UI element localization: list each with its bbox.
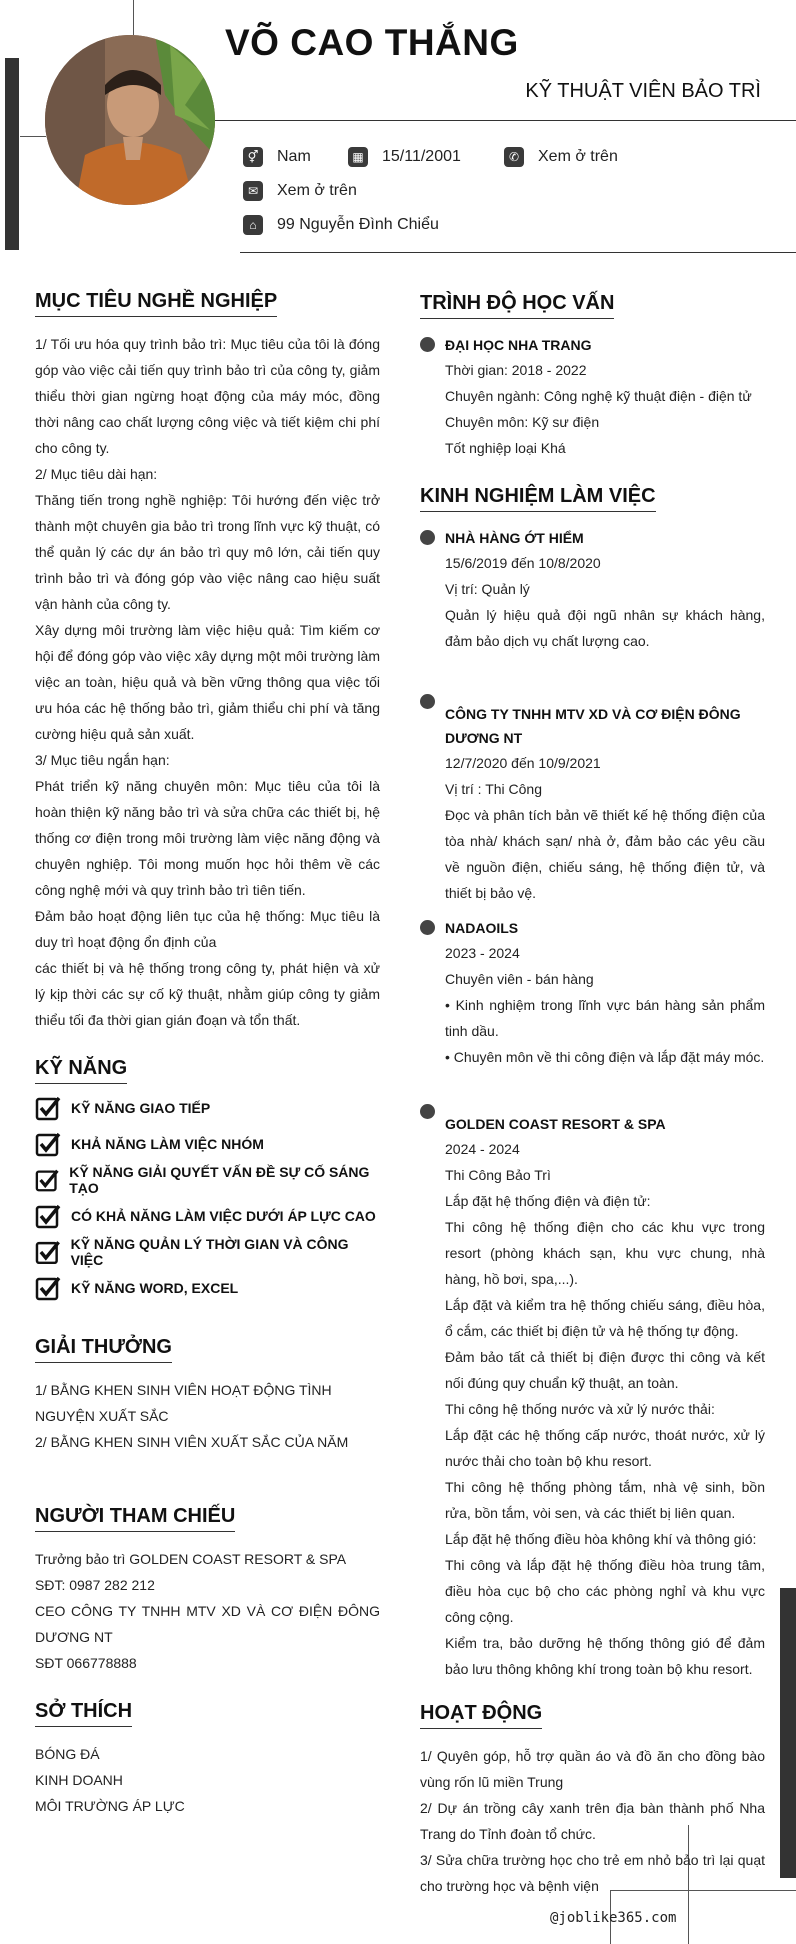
references-title: NGƯỜI THAM CHIẾU xyxy=(35,1505,235,1532)
contact-address xyxy=(243,215,439,235)
job-line: Lắp đặt và kiểm tra hệ thống chiếu sáng, điều hòa, ổ cắm, các thiết bị điện tử và hệ thống tự động. xyxy=(445,1297,765,1339)
objective-title: MỤC TIÊU NGHỀ NGHIỆP xyxy=(35,290,277,317)
top-vertical-rule xyxy=(133,0,134,35)
skill-label: KHẢ NĂNG LÀM VIỆC NHÓM xyxy=(71,1136,264,1152)
portrait-photo xyxy=(45,35,215,205)
bullet-dot xyxy=(420,530,435,545)
job-company: NADAOILS xyxy=(445,920,519,936)
job-line: 2023 - 2024 xyxy=(445,945,520,961)
hobby-line: BÓNG ĐÁ xyxy=(35,1746,100,1762)
skill-item xyxy=(35,1198,380,1234)
right-accent-bar xyxy=(780,1588,796,1878)
job-line: Lắp đặt các hệ thống cấp nước, thoát nước, xử lý nước thải cho toàn bộ khu resort. xyxy=(445,1427,765,1469)
awards-title: GIẢI THƯỞNG xyxy=(35,1336,172,1363)
job-line: Chuyên viên - bán hàng xyxy=(445,971,594,987)
job-line: Kiểm tra, bảo dưỡng hệ thống thông gió để đảm bảo lưu thông không khí trong toàn bộ khu resort. xyxy=(445,1635,765,1677)
bullet-dot xyxy=(420,920,435,935)
education-section xyxy=(420,292,765,461)
contact-birthday xyxy=(348,147,461,167)
skill-label: KỸ NĂNG QUẢN LÝ THỜI GIAN VÀ CÔNG VIỆC xyxy=(70,1236,349,1268)
references-section xyxy=(35,1505,380,1676)
objective-line: Đảm bảo hoạt động liên tục của hệ thống: Mục tiêu là duy trì hoạt động ổn định của xyxy=(35,908,380,950)
job-line: Lắp đặt hệ thống điện và điện tử: xyxy=(445,1193,651,1209)
objective-line: Xây dựng môi trường làm việc hiệu quả: Tìm kiếm cơ hội để đóng góp vào việc xây dựng một môi trường làm việc an toàn, hiệu quả và bền vững thông qua việc tối ưu hóa các hệ thống bảo trì, giảm thiểu chi phí và tăng cường hiệu quả sản xuất. xyxy=(35,622,380,742)
contact-rule xyxy=(240,252,796,253)
email-icon: ✉ xyxy=(243,181,263,201)
reference-line: SĐT: 0987 282 212 xyxy=(35,1577,155,1593)
job-line: Lắp đặt hệ thống điều hòa không khí và thông gió: xyxy=(445,1531,757,1547)
reference-line: CEO CÔNG TY TNHH MTV XD VÀ CƠ ĐIỆN ĐÔNG DƯƠNG NT xyxy=(35,1603,380,1645)
job-line: 2024 - 2024 xyxy=(445,1141,520,1157)
contact-gender xyxy=(243,147,311,167)
objective-line: các thiết bị và hệ thống trong công ty, phát hiện và xử lý kịp thời các sự cố kỹ thuật, nhằm giúp công ty giảm thiểu tối đa thời gian gián đoạn và tổn thất. xyxy=(35,960,380,1028)
skill-item xyxy=(35,1270,380,1306)
calendar-icon: ▦ xyxy=(348,147,368,167)
left-accent-bar xyxy=(5,58,19,250)
education-entry xyxy=(420,333,765,461)
bullet-dot xyxy=(420,1104,435,1119)
experience-title: KINH NGHIỆM LÀM VIỆC xyxy=(420,485,656,512)
objective-line: 3/ Mục tiêu ngắn hạn: xyxy=(35,752,170,768)
skill-label: KỸ NĂNG WORD, EXCEL xyxy=(71,1280,239,1296)
avatar xyxy=(45,35,215,205)
job-entry xyxy=(420,526,765,654)
watermark: @joblike365.com xyxy=(550,1910,677,1926)
objective-section xyxy=(35,290,380,1033)
job-line: Đảm bảo tất cả thiết bị điện được thi công và kết nối đúng quy chuẩn kỹ thuật, an toàn. xyxy=(445,1349,765,1391)
education-title: TRÌNH ĐỘ HỌC VẤN xyxy=(420,292,614,319)
candidate-name: VÕ CAO THẮNG xyxy=(225,22,519,63)
address-value: 99 Nguyễn Đình Chiểu xyxy=(277,216,439,233)
job-company: GOLDEN COAST RESORT & SPA xyxy=(445,1116,666,1132)
job-company: NHÀ HÀNG ỚT HIỂM xyxy=(445,530,584,546)
job-entry xyxy=(420,690,765,906)
skills-title: KỸ NĂNG xyxy=(35,1057,127,1084)
checkbox-icon xyxy=(35,1275,61,1301)
reference-line: Trưởng bảo trì GOLDEN COAST RESORT & SPA xyxy=(35,1551,347,1567)
activities-section xyxy=(420,1702,765,1899)
education-line: Chuyên ngành: Công nghệ kỹ thuật điện - điện tử xyxy=(445,388,752,404)
checkbox-icon xyxy=(35,1167,59,1193)
checkbox-icon xyxy=(35,1239,61,1265)
job-line: Thi công hệ thống phòng tắm, nhà vệ sinh, bồn rửa, bồn tắm, vòi sen, và các thiết bị liên quan. xyxy=(445,1479,765,1521)
phone-value[interactable]: Xem ở trên xyxy=(538,148,618,165)
job-line: 15/6/2019 đến 10/8/2020 xyxy=(445,555,601,571)
activities-title: HOẠT ĐỘNG xyxy=(420,1702,542,1729)
job-line: Vị trí : Thi Công xyxy=(445,781,543,797)
award-line: 1/ BẰNG KHEN SINH VIÊN HOẠT ĐỘNG TÌNH NGUYỆN XUẤT SẮC xyxy=(35,1382,332,1424)
bullet-dot xyxy=(420,694,435,709)
right-column xyxy=(420,292,765,1899)
reference-line: SĐT 066778888 xyxy=(35,1655,137,1671)
education-line: Thời gian: 2018 - 2022 xyxy=(445,362,587,378)
job-line: Quản lý hiệu quả đội ngũ nhân sự khách hàng, đảm bảo dịch vụ chất lượng cao. xyxy=(445,607,765,649)
job-title: KỸ THUẬT VIÊN BẢO TRÌ xyxy=(525,80,761,102)
left-horizontal-rule xyxy=(20,136,46,137)
location-icon: ⌂ xyxy=(243,215,263,235)
skills-section xyxy=(35,1057,380,1306)
job-line: • Kinh nghiệm trong lĩnh vực bán hàng sản phẩm tinh dầu. xyxy=(445,997,765,1039)
header-rule xyxy=(215,120,796,121)
skill-item xyxy=(35,1234,380,1270)
job-line: Thi công hệ thống nước và xử lý nước thải: xyxy=(445,1401,715,1417)
job-line: • Chuyên môn về thi công điện và lắp đặt máy móc. xyxy=(445,1049,765,1065)
education-line: Chuyên môn: Kỹ sư điện xyxy=(445,414,600,430)
hobby-line: MÔI TRƯỜNG ÁP LỰC xyxy=(35,1798,185,1814)
skill-item xyxy=(35,1090,380,1126)
bullet-dot xyxy=(420,337,435,352)
contact-email xyxy=(243,181,357,201)
job-line: Thi Công Bảo Trì xyxy=(445,1167,551,1183)
activity-line: 3/ Sửa chữa trường học cho trẻ em nhỏ bảo trì lại quạt cho trường học và bệnh viện xyxy=(420,1852,765,1894)
contact-phone xyxy=(504,147,618,167)
gender-icon: ⚥ xyxy=(243,147,263,167)
experience-section xyxy=(420,485,765,1682)
objective-line: Phát triển kỹ năng chuyên môn: Mục tiêu của tôi là hoàn thiện kỹ năng bảo trì và sửa chữa các thiết bị, hệ thống cơ điện trong môi trường làm việc năng động và chuyên nghiệp. Tôi mong muốn học hỏi thêm về các công nghệ mới và quy trình bảo trì tiên tiến. xyxy=(35,778,380,898)
awards-section xyxy=(35,1336,380,1455)
objective-line: 2/ Mục tiêu dài hạn: xyxy=(35,466,158,482)
job-line: Đọc và phân tích bản vẽ thiết kế hệ thống điện của tòa nhà/ khách sạn/ nhà ở, đảm bảo các yêu cầu về nguồn điện, chiếu sáng, hệ thống điện tử, và thiết bị bảo vệ. xyxy=(445,807,765,901)
email-value[interactable]: Xem ở trên xyxy=(277,182,357,199)
job-line: Vị trí: Quản lý xyxy=(445,581,530,597)
award-line: 2/ BẰNG KHEN SINH VIÊN XUẤT SẮC CỦA NĂM xyxy=(35,1434,349,1450)
job-line: Thi công và lắp đặt hệ thống điều hòa trung tâm, điều hòa cục bộ cho các phòng nghỉ và khu vực công cộng. xyxy=(445,1557,765,1625)
checkbox-icon xyxy=(35,1095,61,1121)
job-entry xyxy=(420,1100,765,1682)
skill-item xyxy=(35,1162,380,1198)
job-entry xyxy=(420,916,765,1070)
hobby-line: KINH DOANH xyxy=(35,1772,123,1788)
objective-line: Thăng tiến trong nghề nghiệp: Tôi hướng đến việc trở thành một chuyên gia bảo trì trong lĩnh vực kỹ thuật, có thể quản lý các dự án bảo trì quy mô lớn, cải tiến quy trình bảo trì và đóng góp vào việc nâng cao hiệu suất vận hành của công ty. xyxy=(35,492,380,612)
hobbies-section xyxy=(35,1700,380,1819)
job-line: Thi công hệ thống điện cho các khu vực trong resort (phòng khách sạn, khu vực chung, nhà hàng, hồ bơi, spa,...). xyxy=(445,1219,765,1287)
education-line: Tốt nghiệp loại Khá xyxy=(445,440,566,456)
skill-label: CÓ KHẢ NĂNG LÀM VIỆC DƯỚI ÁP LỰC CAO xyxy=(71,1208,376,1224)
left-column xyxy=(35,290,380,1819)
checkbox-icon xyxy=(35,1203,61,1229)
objective-line: 1/ Tối ưu hóa quy trình bảo trì: Mục tiêu của tôi là đóng góp vào việc cải tiến quy trình bảo trì của công ty, giảm thiểu thời gian ngừng hoạt động của máy móc, đồng thời nâng cao chất lượng công việc và tiết kiệm chi phí cho công ty. xyxy=(35,336,380,456)
skill-label: KỸ NĂNG GIẢI QUYẾT VẤN ĐỀ SỰ CỐ SÁNG TẠO xyxy=(69,1164,370,1196)
hobbies-title: SỞ THÍCH xyxy=(35,1700,132,1727)
skill-label: KỸ NĂNG GIAO TIẾP xyxy=(71,1100,211,1116)
birthday-value: 15/11/2001 xyxy=(382,148,461,165)
checkbox-icon xyxy=(35,1131,61,1157)
activity-line: 1/ Quyên góp, hỗ trợ quần áo và đồ ăn cho đồng bào vùng rốn lũ miền Trung xyxy=(420,1748,765,1790)
phone-icon: ✆ xyxy=(504,147,524,167)
job-company: CÔNG TY TNHH MTV XD VÀ CƠ ĐIỆN ĐÔNG DƯƠNG NT xyxy=(445,706,741,746)
job-line: 12/7/2020 đến 10/9/2021 xyxy=(445,755,601,771)
skill-item xyxy=(35,1126,380,1162)
activity-line: 2/ Dự án trồng cây xanh trên địa bàn thành phố Nha Trang do Tỉnh đoàn tổ chức. xyxy=(420,1800,765,1842)
gender-value: Nam xyxy=(277,148,311,165)
school-name: ĐẠI HỌC NHA TRANG xyxy=(445,337,592,353)
